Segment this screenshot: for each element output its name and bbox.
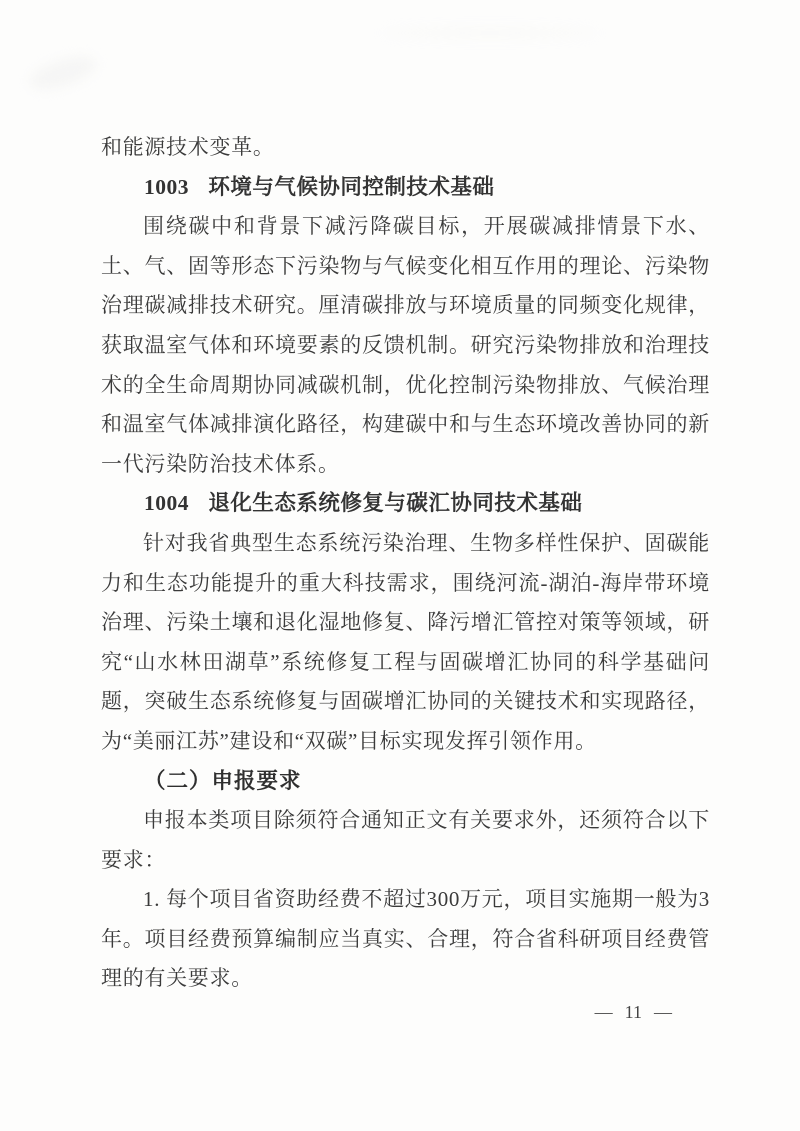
page-number: 11: [624, 1002, 642, 1022]
paragraph-1004-body: 针对我省典型生态系统污染治理、生物多样性保护、固碳能力和生态功能提升的重大科技需求，围绕河流-湖泊-海岸带环境治理、污染土壤和退化湿地修复、降污增汇管控对策等领域，研究“山水林田湖草”系统修复工程与固碳增汇协同的科学基础问题，突破生态系统修复与固碳增汇协同的关键技术和实现路径，为“美丽江苏”建设和“双碳”目标实现发挥引领作用。: [101, 530, 710, 753]
paragraph-requirement-1: 1. 每个项目省资助经费不超过300万元，项目实施期一般为3年。项目经费预算编制应当真实、合理，符合省科研项目经费管理的有关要求。: [101, 887, 710, 991]
scan-artifact: [26, 50, 101, 96]
paragraph-requirements-intro: 申报本类项目除须符合通知正文有关要求外，还须符合以下要求：: [101, 808, 710, 872]
heading-1003-code: 1003: [144, 174, 189, 199]
paragraph-1003-body: 围绕碳中和背景下减污降碳目标，开展碳减排情景下水、土、气、固等形态下污染物与气候变化相互作用的理论、污染物治理碳减排技术研究。厘清碳排放与环境质量的同频变化规律，获取温室气体和环境要素的反馈机制。研究污染物排放和治理技术的全生命周期协同减碳机制，优化控制污染物排放、气候治理和温室气体减排演化路径，构建碳中和与生态环境改善协同的新一代污染防治技术体系。: [101, 214, 710, 476]
heading-1004: [101, 484, 710, 524]
heading-1003-title: 环境与气候协同控制技术基础: [208, 174, 495, 199]
heading-1003: [101, 168, 710, 208]
paragraph-continuation: 和能源技术变革。: [101, 135, 275, 159]
heading-1004-code: 1004: [144, 491, 189, 516]
heading-1004-title: 退化生态系统修复与碳汇协同技术基础: [208, 491, 583, 516]
footer-dash-left: —: [594, 1002, 613, 1022]
scan-artifact: [380, 28, 600, 38]
page-footer: [0, 998, 672, 1026]
footer-dash-right: —: [654, 1002, 672, 1022]
document-body: [101, 128, 710, 999]
heading-application-requirements: （二）申报要求: [144, 768, 302, 793]
